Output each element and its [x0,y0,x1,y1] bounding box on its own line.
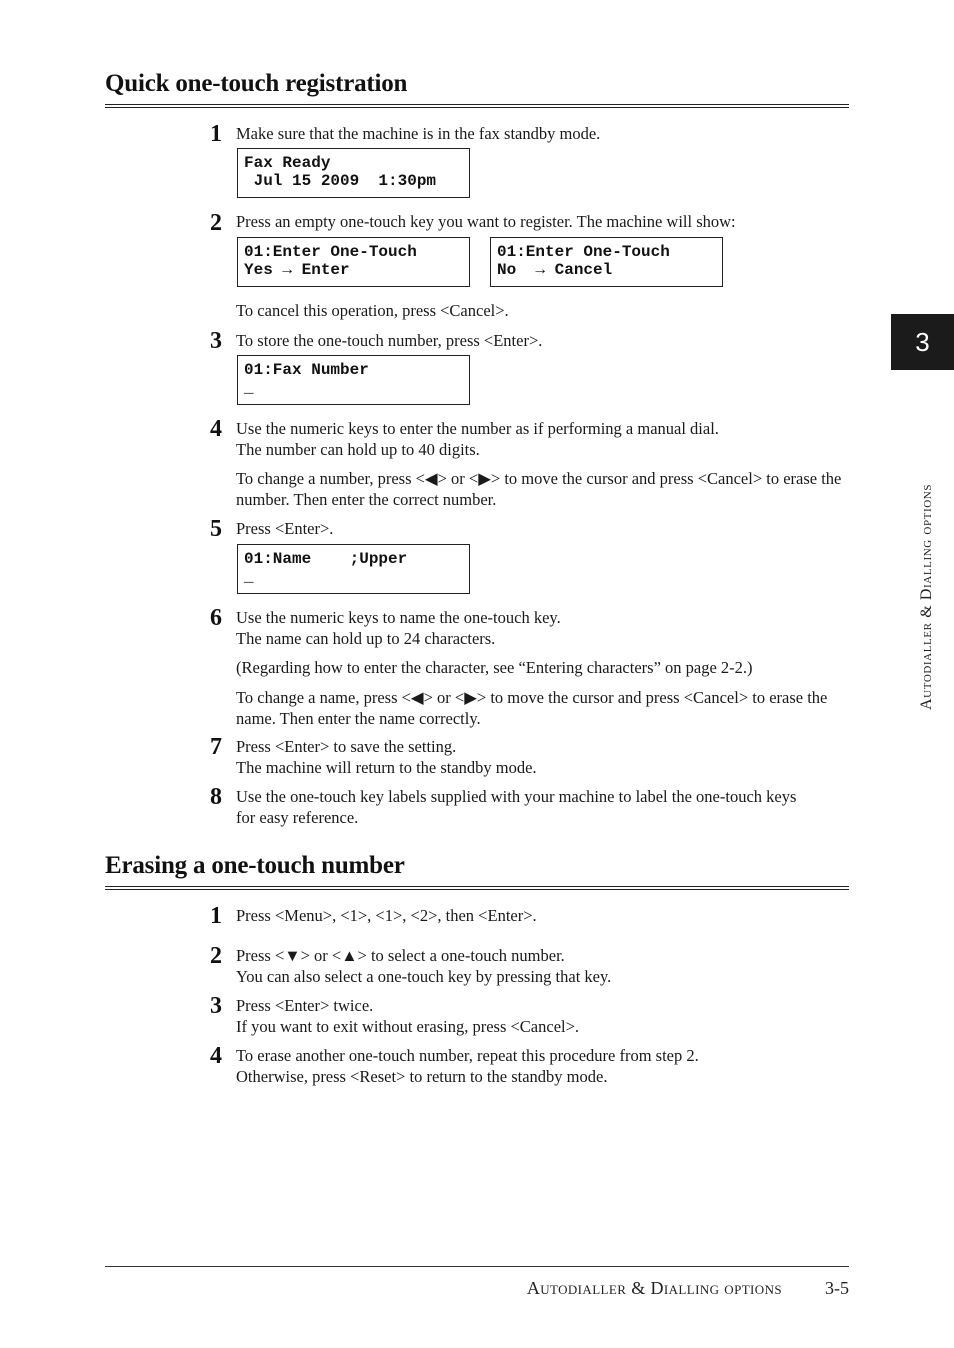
note-regarding-characters: (Regarding how to enter the character, see “Entering characters” on page 2-2.) [236,658,753,677]
step-number: 1 [210,903,222,929]
lcd-line: 01:Fax Number [244,361,369,379]
step-number: 8 [210,784,222,810]
page-number: 3-5 [825,1278,849,1298]
step-text: Use the numeric keys to name the one-touch key. The name can hold up to 24 characters. [236,608,561,648]
section-title-quick-registration: Quick one-touch registration [105,70,408,97]
step-number: 6 [210,605,222,631]
footer-rule [105,1266,849,1267]
step-text: Use the numeric keys to enter the number as if performing a manual dial. The number can hold up to 40 digits. [236,419,719,459]
step-text: To store the one-touch number, press <Enter>. [236,331,543,350]
step-text: Press an empty one-touch key you want to register. The machine will show: [236,212,736,231]
lcd-line: 01:Enter One-Touch [244,243,417,261]
note-change-name: To change a name, press <◀> or <▶> to move the cursor and press <Cancel> to erase the name. Then enter the name correctly. [236,688,828,728]
step-text: Press <Enter> to save the setting. The machine will return to the standby mode. [236,737,537,777]
step-number: 3 [210,993,222,1019]
lcd-line: Jul 15 2009 1:30pm [244,172,437,190]
step-number: 2 [210,943,222,969]
lcd-display-enter-yes [237,237,470,287]
chapter-tab: 3 [891,314,954,370]
step-number: 3 [210,328,222,354]
step-number: 5 [210,516,222,542]
step-text: Press <Enter> twice. If you want to exit without erasing, press <Cancel>. [236,996,580,1036]
lcd-line: Fax Ready [244,154,331,172]
step-text: To erase another one-touch number, repeat this procedure from step 2. Otherwise, press <Reset> to return to the standby mode. [236,1046,699,1086]
lcd-line: 01:Enter One-Touch [497,243,670,261]
step-text: Use the one-touch key labels supplied with your machine to label the one-touch keys for easy reference. [236,787,797,827]
lcd-line: 01:Name ;Upper [244,550,408,568]
lcd-display-fax-ready [237,148,470,198]
step-text: Press <Menu>, <1>, <1>, <2>, then <Enter>. [236,906,537,925]
side-chapter-label: Autodialler & Dialling options [918,483,935,710]
section-title-rule [105,886,849,890]
step-number: 1 [210,121,222,147]
note-change-number: To change a number, press <◀> or <▶> to move the cursor and press <Cancel> to erase the number. Then enter the correct number. [236,469,842,509]
step-number: 2 [210,210,222,236]
step-text: Press <▼> or <▲> to select a one-touch number. You can also select a one-touch key by pressing that key. [236,946,612,986]
step-number: 7 [210,734,222,760]
step-number: 4 [210,416,222,442]
step-text: Make sure that the machine is in the fax standby mode. [236,124,601,143]
lcd-display-enter-no [490,237,723,287]
lcd-line: Yes → Enter [244,261,350,279]
footer-chapter-label: Autodialler & Dialling options [526,1278,782,1298]
lcd-display-name [237,544,470,594]
lcd-line: _ [244,568,254,586]
lcd-line: No → Cancel [497,261,613,279]
section-title-rule [105,104,849,108]
step-text: Press <Enter>. [236,519,334,538]
lcd-display-fax-number [237,355,470,405]
step-number: 4 [210,1043,222,1069]
section-title-erasing: Erasing a one-touch number [105,852,405,879]
note-cancel: To cancel this operation, press <Cancel>. [236,301,509,320]
lcd-line: _ [244,379,254,397]
